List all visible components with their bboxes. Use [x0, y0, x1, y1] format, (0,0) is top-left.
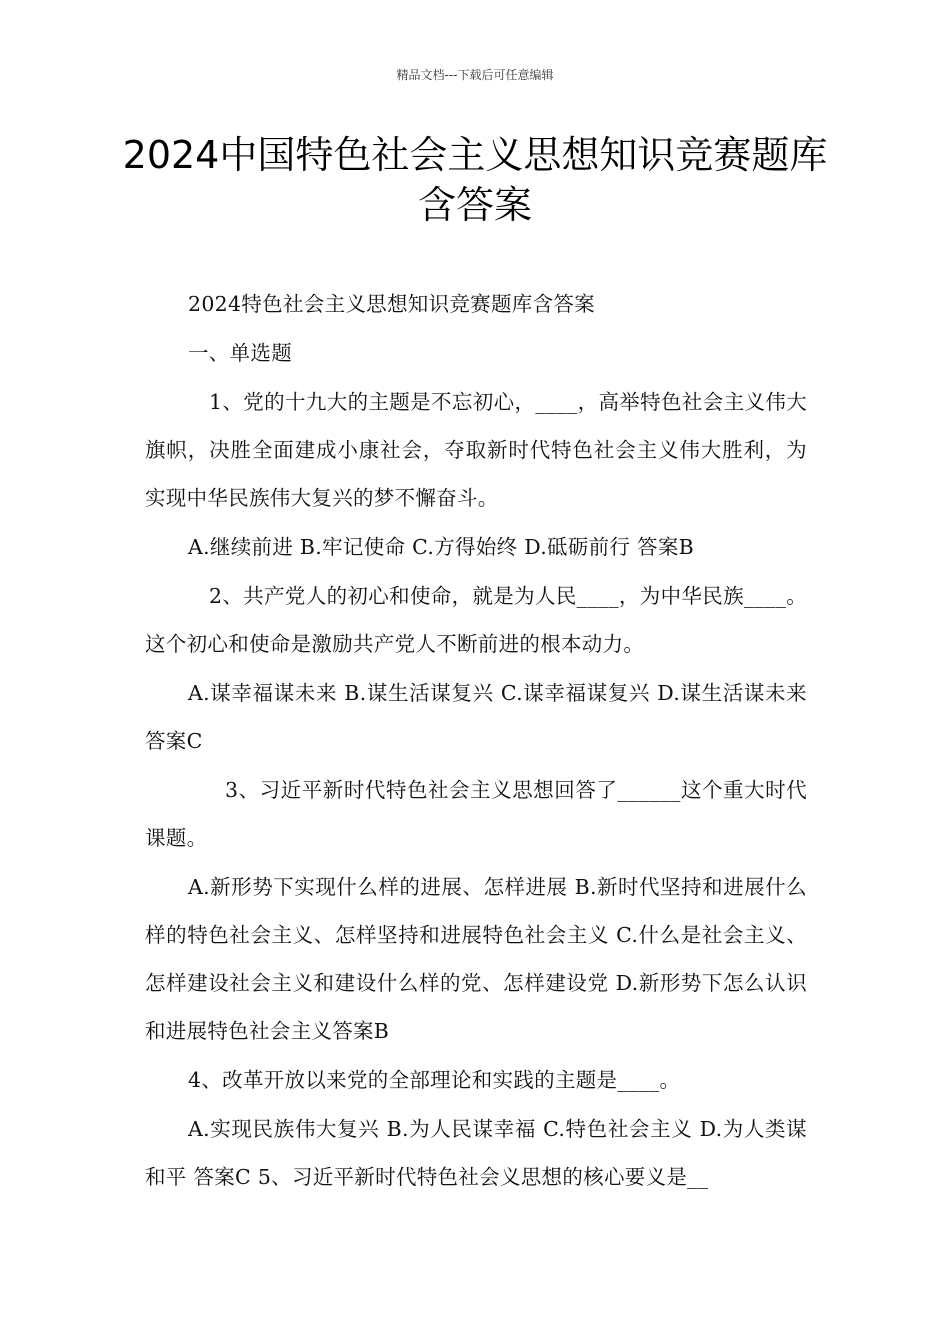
answer-options-1: A.继续前进 B.牢记使命 C.方得始终 D.砥砺前行 答案B	[188, 535, 695, 559]
answer-options-2: A.谋幸福谋未来 B.谋生活谋复兴 C.谋幸福谋复兴 D.谋生活谋未来 答案C	[145, 681, 807, 753]
document-title: 2024中国特色社会主义思想知识竞赛题库含答案	[122, 133, 828, 227]
document-body	[145, 280, 807, 1202]
document-subtitle: 2024特色社会主义思想知识竞赛题库含答案	[188, 292, 595, 316]
answer-options-4: A.实现民族伟大复兴 B.为人民谋幸福 C.特色社会主义 D.为人类谋和平 答案C 5、习近平新时代特色社会义思想的核心要义是__	[145, 1117, 807, 1189]
question-2: 2、共产党人的初心和使命，就是为人民____，为中华民族____。这个初心和使命是激励共产党人不断前进的根本动力。	[145, 584, 807, 656]
question-4: 4、改革开放以来党的全部理论和实践的主题是____。	[188, 1068, 681, 1092]
answer-options-3: A.新形势下实现什么样的进展、怎样进展 B.新时代坚持和进展什么样的特色社会主义、怎样坚持和进展特色社会主义 C.什么是社会主义、怎样建设社会主义和建设什么样的党、怎样建设党 D.新形势下怎么认识和进展特色社会主义答案B	[145, 875, 807, 1043]
question-3: 3、习近平新时代特色社会主义思想回答了______这个重大时代课题。	[145, 778, 807, 850]
section-heading: 一、单选题	[188, 341, 292, 365]
header-note: 精品文档---下载后可任意编辑	[396, 68, 554, 82]
question-1: 1、党的十九大的主题是不忘初心，____，高举特色社会主义伟大旗帜，决胜全面建成小康社会，夺取新时代特色社会主义伟大胜利，为实现中华民族伟大复兴的梦不懈奋斗。	[145, 390, 807, 510]
